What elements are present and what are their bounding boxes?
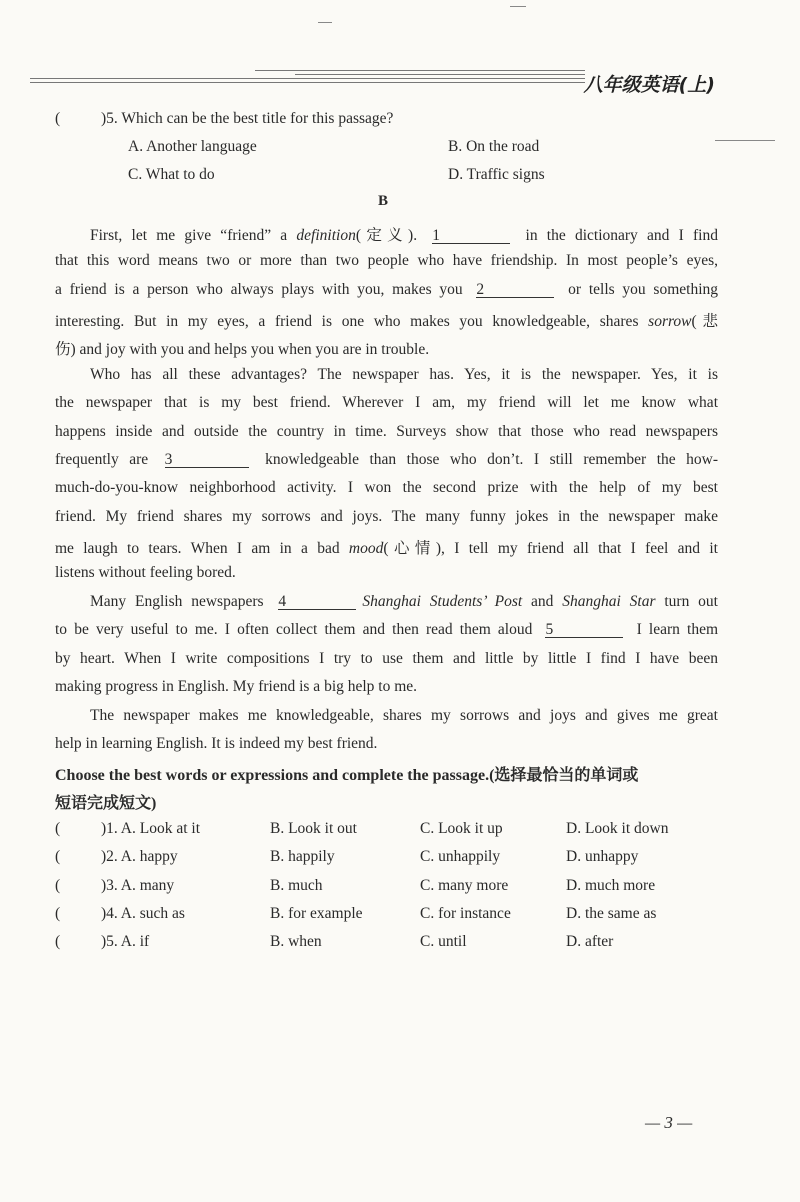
page-number: — 3 — (645, 1113, 693, 1132)
passage-line: Who has all these advantages? The newspaper has. Yes, it is the newspaper. Yes, it is (90, 366, 718, 383)
passage-line: by heart. When I write compositions I try to use them and little by little I find I have been (55, 650, 718, 667)
scan-speck (715, 140, 775, 141)
instruction-line-1: Choose the best words or expressions and complete the passage.(选择最恰当的单词或 (55, 767, 639, 784)
passage-line: to be very useful to me. I often collect them and then read them aloud 5 I learn them (55, 621, 719, 638)
question-row: ( )3. A. many (55, 877, 175, 894)
passage-line: me laugh to tears. When I am in a bad mood(心情), I tell my friend all that I feel and it (55, 540, 718, 557)
option-c: C. unhappily (420, 848, 501, 865)
option-c: C. for instance (420, 905, 511, 922)
option-b: B. On the road (448, 138, 540, 155)
option-b: B. Look it out (270, 820, 357, 837)
answer-paren: ( (55, 848, 61, 865)
option-c: C. until (420, 933, 467, 950)
prev-question-5 (55, 110, 393, 128)
option-d: D. Look it down (566, 820, 669, 837)
answer-paren: ( (55, 820, 61, 837)
passage-line: interesting. But in my eyes, a friend is one who makes you knowledgeable, shares sorrow(悲 (55, 313, 718, 330)
passage-line: that this word means two or more than two people who have friendship. In most people’s eyes, (55, 252, 718, 269)
passage-line: First, let me give “friend” a definition(定义). 1 in the dictionary and I find (90, 227, 718, 244)
question-row: ( )4. A. such as (55, 905, 185, 922)
passage-line: frequently are 3 knowledgeable than those who don’t. I still remember the how- (55, 451, 718, 468)
scan-speck (318, 22, 332, 23)
blank-2: 2 (476, 282, 554, 298)
passage-line: listens without feeling bored. (55, 564, 236, 581)
question-row: ( )5. A. if (55, 933, 150, 950)
passage-line: friend. My friend shares my sorrows and joys. The many funny jokes in the newspaper make (55, 508, 718, 525)
option-d: D. Traffic signs (448, 166, 545, 183)
instruction-line-2: 短语完成短文) (55, 795, 157, 812)
blank-3: 3 (165, 452, 249, 468)
option-b: B. happily (270, 848, 335, 865)
passage-line: 伤) and joy with you and helps you when you are in trouble. (55, 341, 430, 358)
answer-paren: ( (55, 110, 61, 127)
option-b: B. for example (270, 905, 363, 922)
passage-line: a friend is a person who always plays with you, makes you 2 or tells you something (55, 281, 718, 298)
passage-line: making progress in English. My friend is a big help to me. (55, 678, 418, 695)
answer-paren: ( (55, 877, 61, 894)
passage-line: The newspaper makes me knowledgeable, shares my sorrows and joys and gives me great (90, 707, 718, 724)
blank-4: 4 (278, 594, 356, 610)
option-d: D. the same as (566, 905, 657, 922)
answer-paren: ( (55, 905, 61, 922)
passage-line: happens inside and outside the country in time. Surveys show that those who read newspapers (55, 423, 718, 440)
question-stem: )5. Which can be the best title for this passage? (101, 110, 394, 127)
answer-paren: ( (55, 933, 61, 950)
option-a: A. Another language (128, 138, 257, 155)
option-b: B. much (270, 877, 323, 894)
passage-line: the newspaper that is my best friend. Wherever I am, my friend will let me know what (55, 394, 718, 411)
option-c: C. Look it up (420, 820, 503, 837)
option-d: D. after (566, 933, 614, 950)
option-d: D. much more (566, 877, 656, 894)
option-d: D. unhappy (566, 848, 639, 865)
question-row: ( )1. A. Look at it (55, 820, 201, 837)
header-rule (30, 70, 585, 88)
option-c: C. many more (420, 877, 509, 894)
passage-line: help in learning English. It is indeed my best friend. (55, 735, 378, 752)
scan-speck (510, 6, 526, 7)
option-c: C. What to do (128, 166, 215, 183)
option-b: B. when (270, 933, 322, 950)
passage-line: Many English newspapers 4 Shanghai Students’ Post and Shanghai Star turn out (90, 593, 718, 610)
passage-line: much-do-you-know neighborhood activity. I won the second prize with the help of my best (55, 479, 718, 496)
book-title: 八年级英语(上) (583, 74, 715, 96)
blank-1: 1 (432, 228, 510, 244)
blank-5: 5 (545, 622, 623, 638)
question-row: ( )2. A. happy (55, 848, 178, 865)
section-title: B (378, 193, 389, 209)
